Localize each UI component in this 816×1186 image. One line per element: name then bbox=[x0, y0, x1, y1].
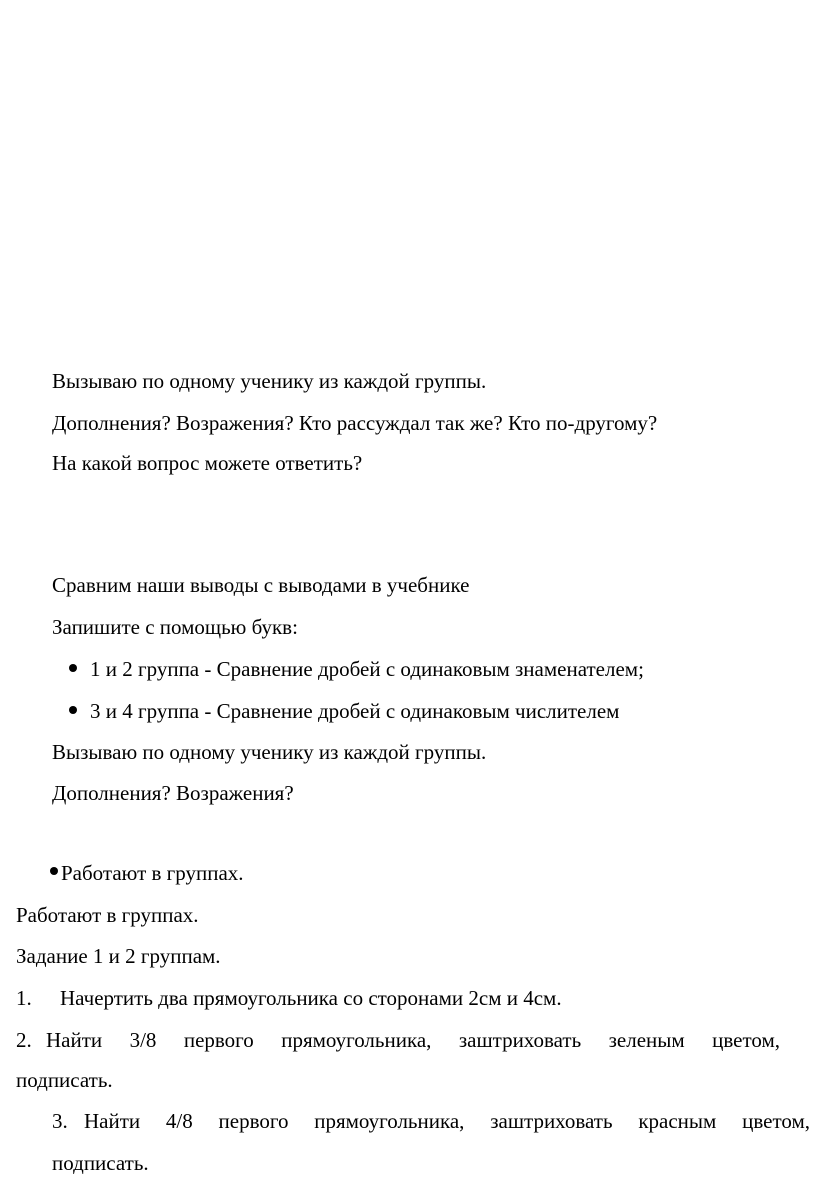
paragraph-write-letters: Запишите с помощью букв: bbox=[52, 615, 298, 639]
task-text-continuation: подписать. bbox=[52, 1151, 149, 1175]
list-item-work-groups: Работают в группах. bbox=[61, 861, 244, 885]
paragraph-questions: Дополнения? Возражения? Кто рассуждал так же? Кто по-другому? bbox=[52, 411, 658, 435]
bullet-icon bbox=[69, 664, 77, 672]
task-number: 1. bbox=[16, 986, 32, 1010]
bullet-icon bbox=[69, 706, 77, 714]
list-item: 1 и 2 группа - Сравнение дробей с одинаковым знаменателем; bbox=[90, 657, 644, 681]
paragraph-compare-conclusions: Сравним наши выводы с выводами в учебнике bbox=[52, 573, 470, 597]
paragraph-task-groups: Задание 1 и 2 группам. bbox=[16, 944, 221, 968]
task-text: Найти 3/8 первого прямоугольника, заштриховать зеленым цветом, bbox=[46, 1028, 780, 1052]
list-item: 3 и 4 группа - Сравнение дробей с одинаковым числителем bbox=[90, 699, 620, 723]
paragraph-call-student-2: Вызываю по одному ученику из каждой группы. bbox=[52, 740, 487, 764]
paragraph-call-student: Вызываю по одному ученику из каждой группы. bbox=[52, 369, 487, 393]
task-text-continuation: подписать. bbox=[16, 1068, 113, 1092]
bullet-icon bbox=[50, 867, 58, 875]
task-text: Начертить два прямоугольника со сторонами 2см и 4см. bbox=[60, 986, 562, 1010]
task-text: Найти 4/8 первого прямоугольника, заштриховать красным цветом, bbox=[84, 1109, 810, 1133]
paragraph-which-question: На какой вопрос можете ответить? bbox=[52, 451, 363, 475]
task-number: 3. bbox=[52, 1109, 68, 1133]
task-number: 2. bbox=[16, 1028, 32, 1052]
paragraph-additions: Дополнения? Возражения? bbox=[52, 781, 294, 805]
paragraph-work-groups: Работают в группах. bbox=[16, 903, 199, 927]
